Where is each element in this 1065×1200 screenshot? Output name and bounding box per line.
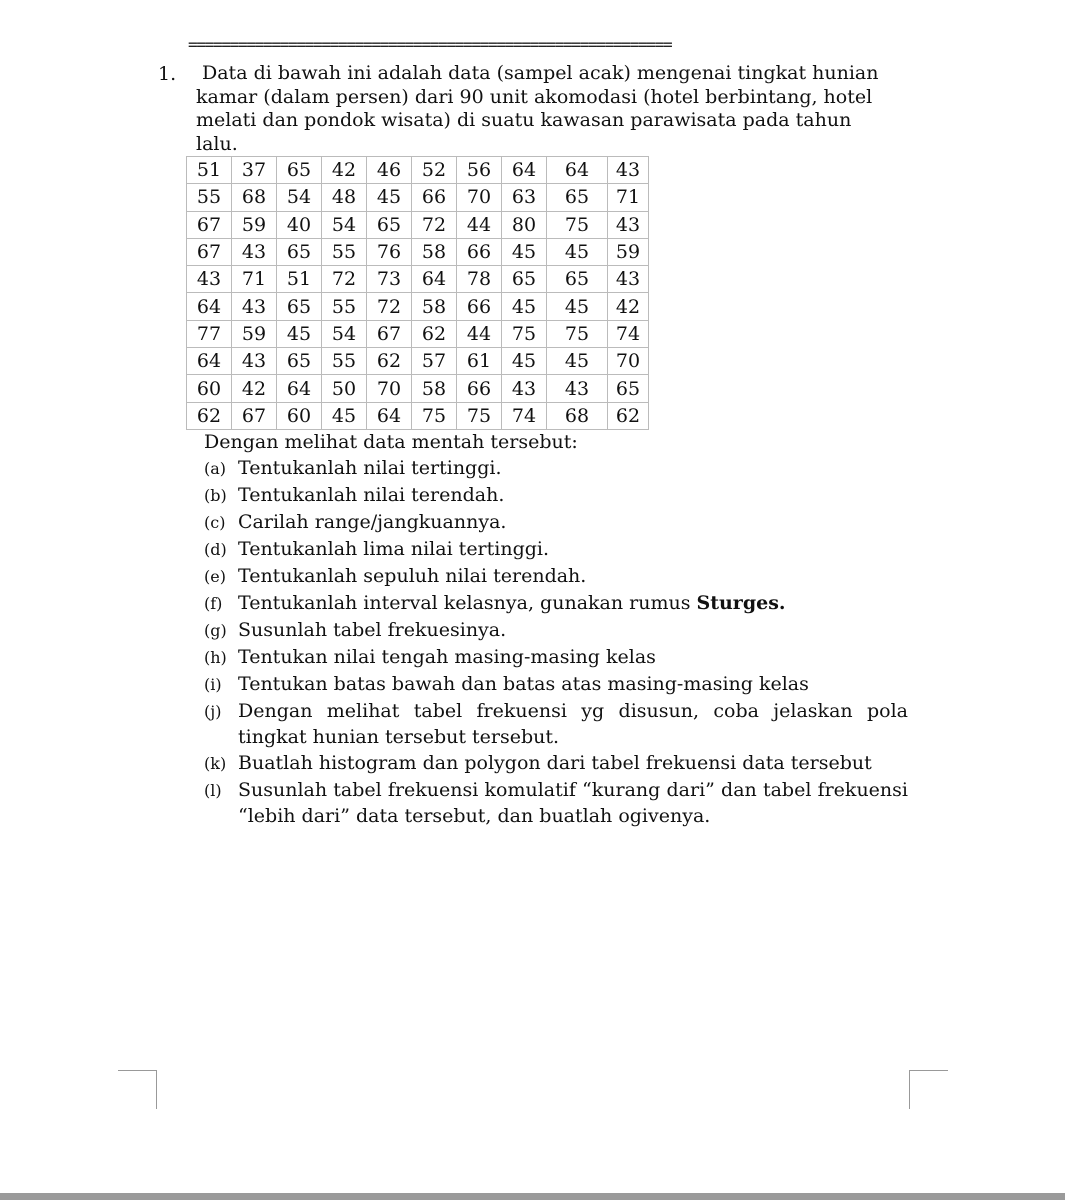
task-item-f bbox=[204, 590, 908, 617]
table-row bbox=[187, 211, 649, 238]
lead-text: Dengan melihat data mentah tersebut: bbox=[204, 431, 578, 453]
table-cell: 54 bbox=[322, 320, 367, 347]
table-cell: 68 bbox=[547, 402, 608, 429]
table-cell: 54 bbox=[277, 184, 322, 211]
table-cell: 45 bbox=[502, 293, 547, 320]
table-cell: 55 bbox=[187, 184, 232, 211]
table-cell: 64 bbox=[502, 157, 547, 184]
table-cell: 66 bbox=[412, 184, 457, 211]
task-text: Tentukanlah nilai terendah. bbox=[238, 484, 505, 506]
task-text-bold: Sturges. bbox=[696, 592, 786, 614]
task-text: Dengan melihat tabel frekuensi yg disusun, coba jelaskan pola tingkat hunian tersebut tersebut. bbox=[238, 700, 908, 748]
table-cell: 37 bbox=[232, 157, 277, 184]
table-cell: 45 bbox=[322, 402, 367, 429]
table-cell: 75 bbox=[502, 320, 547, 347]
table-cell: 71 bbox=[232, 266, 277, 293]
table-cell: 55 bbox=[322, 293, 367, 320]
table-cell: 75 bbox=[547, 320, 608, 347]
table-cell: 65 bbox=[367, 211, 412, 238]
table-cell: 43 bbox=[232, 293, 277, 320]
data-table bbox=[186, 156, 649, 430]
table-cell: 45 bbox=[502, 238, 547, 265]
table-cell: 58 bbox=[412, 238, 457, 265]
table-cell: 63 bbox=[502, 184, 547, 211]
table-cell: 64 bbox=[547, 157, 608, 184]
page-corner-mark-left bbox=[118, 1070, 157, 1109]
table-cell: 43 bbox=[502, 375, 547, 402]
table-row bbox=[187, 266, 649, 293]
table-cell: 44 bbox=[457, 320, 502, 347]
table-cell: 72 bbox=[322, 266, 367, 293]
table-cell: 56 bbox=[457, 157, 502, 184]
table-cell: 65 bbox=[277, 293, 322, 320]
task-label: (c) bbox=[204, 513, 226, 532]
table-cell: 62 bbox=[187, 402, 232, 429]
table-cell: 59 bbox=[232, 320, 277, 347]
table-cell: 43 bbox=[608, 211, 649, 238]
table-cell: 42 bbox=[608, 293, 649, 320]
table-row bbox=[187, 293, 649, 320]
table-cell: 43 bbox=[547, 375, 608, 402]
table-cell: 64 bbox=[367, 402, 412, 429]
table-cell: 45 bbox=[547, 293, 608, 320]
task-text: Tentukanlah sepuluh nilai terendah. bbox=[238, 565, 587, 587]
table-cell: 48 bbox=[322, 184, 367, 211]
table-cell: 64 bbox=[187, 348, 232, 375]
table-cell: 72 bbox=[412, 211, 457, 238]
table-cell: 73 bbox=[367, 266, 412, 293]
task-text: Carilah range/jangkuannya. bbox=[238, 511, 507, 533]
task-text: Tentukanlah nilai tertinggi. bbox=[238, 457, 502, 479]
table-cell: 62 bbox=[367, 348, 412, 375]
table-cell: 62 bbox=[608, 402, 649, 429]
table-cell: 72 bbox=[367, 293, 412, 320]
table-cell: 64 bbox=[412, 266, 457, 293]
task-label: (g) bbox=[204, 621, 227, 640]
task-label: (l) bbox=[204, 781, 222, 800]
table-cell: 68 bbox=[232, 184, 277, 211]
task-text: Tentukan nilai tengah masing-masing kelas bbox=[238, 646, 656, 668]
task-item-g bbox=[204, 617, 908, 644]
task-item-b bbox=[204, 482, 908, 509]
table-cell: 61 bbox=[457, 348, 502, 375]
table-cell: 54 bbox=[322, 211, 367, 238]
table-cell: 59 bbox=[608, 238, 649, 265]
table-cell: 40 bbox=[277, 211, 322, 238]
task-item-c bbox=[204, 509, 908, 536]
table-cell: 74 bbox=[608, 320, 649, 347]
table-cell: 65 bbox=[277, 157, 322, 184]
task-list bbox=[204, 455, 908, 829]
table-cell: 66 bbox=[457, 375, 502, 402]
table-cell: 52 bbox=[412, 157, 457, 184]
task-label: (e) bbox=[204, 567, 226, 586]
table-row bbox=[187, 402, 649, 429]
task-label: (b) bbox=[204, 486, 227, 505]
table-cell: 67 bbox=[367, 320, 412, 347]
table-cell: 51 bbox=[187, 157, 232, 184]
task-text: Tentukanlah lima nilai tertinggi. bbox=[238, 538, 550, 560]
table-cell: 42 bbox=[322, 157, 367, 184]
table-cell: 80 bbox=[502, 211, 547, 238]
table-cell: 70 bbox=[367, 375, 412, 402]
task-label: (d) bbox=[204, 540, 227, 559]
table-cell: 75 bbox=[457, 402, 502, 429]
table-cell: 65 bbox=[277, 348, 322, 375]
task-item-d bbox=[204, 536, 908, 563]
task-item-l bbox=[204, 777, 908, 829]
task-text-wrap bbox=[238, 590, 908, 617]
task-text: Susunlah tabel frekuesinya. bbox=[238, 619, 507, 641]
table-row bbox=[187, 320, 649, 347]
table-cell: 51 bbox=[277, 266, 322, 293]
table-cell: 77 bbox=[187, 320, 232, 347]
table-cell: 65 bbox=[547, 266, 608, 293]
table-cell: 64 bbox=[187, 293, 232, 320]
task-text: Buatlah histogram dan polygon dari tabel frekuensi data tersebut bbox=[238, 752, 872, 774]
table-cell: 60 bbox=[187, 375, 232, 402]
task-label: (j) bbox=[204, 702, 222, 721]
table-cell: 59 bbox=[232, 211, 277, 238]
table-row bbox=[187, 238, 649, 265]
task-item-k bbox=[204, 750, 908, 777]
table-cell: 75 bbox=[412, 402, 457, 429]
table-cell: 66 bbox=[457, 293, 502, 320]
table-cell: 58 bbox=[412, 293, 457, 320]
table-cell: 67 bbox=[187, 238, 232, 265]
table-cell: 58 bbox=[412, 375, 457, 402]
table-cell: 57 bbox=[412, 348, 457, 375]
table-cell: 65 bbox=[277, 238, 322, 265]
table-cell: 64 bbox=[277, 375, 322, 402]
table-row bbox=[187, 184, 649, 211]
bottom-scrollbar[interactable] bbox=[0, 1193, 1065, 1200]
table-cell: 45 bbox=[367, 184, 412, 211]
task-item-i bbox=[204, 671, 908, 698]
task-text: Tentukanlah interval kelasnya, gunakan rumus bbox=[238, 592, 697, 614]
table-cell: 65 bbox=[502, 266, 547, 293]
task-label: (i) bbox=[204, 675, 222, 694]
page-corner-mark-right bbox=[909, 1070, 948, 1109]
table-cell: 43 bbox=[608, 266, 649, 293]
table-cell: 75 bbox=[547, 211, 608, 238]
table-cell: 65 bbox=[547, 184, 608, 211]
table-cell: 55 bbox=[322, 348, 367, 375]
table-cell: 70 bbox=[608, 348, 649, 375]
table-cell: 43 bbox=[232, 238, 277, 265]
task-item-e bbox=[204, 563, 908, 590]
table-cell: 43 bbox=[187, 266, 232, 293]
task-item-j bbox=[204, 698, 908, 750]
table-cell: 66 bbox=[457, 238, 502, 265]
table-cell: 60 bbox=[277, 402, 322, 429]
table-cell: 45 bbox=[277, 320, 322, 347]
question-intro: Data di bawah ini adalah data (sampel acak) mengenai tingkat hunian kamar (dalam persen) dari 90 unit akomodasi (hotel berbintang, hotel melati dan pondok wisata) di suatu kawasan parawisata pada tahun lalu. bbox=[196, 62, 879, 155]
task-text: Susunlah tabel frekuensi komulatif “kurang dari” dan tabel frekuensi “lebih dari” data tersebut, dan buatlah ogivenya. bbox=[238, 779, 908, 827]
question-number: 1. bbox=[158, 63, 177, 85]
task-text: Tentukan batas bawah dan batas atas masing-masing kelas bbox=[238, 673, 809, 695]
table-cell: 65 bbox=[608, 375, 649, 402]
table-cell: 67 bbox=[232, 402, 277, 429]
task-label: (a) bbox=[204, 459, 227, 478]
task-label: (h) bbox=[204, 648, 227, 667]
table-cell: 71 bbox=[608, 184, 649, 211]
table-row bbox=[187, 348, 649, 375]
table-row bbox=[187, 375, 649, 402]
table-cell: 76 bbox=[367, 238, 412, 265]
table-cell: 70 bbox=[457, 184, 502, 211]
table-cell: 55 bbox=[322, 238, 367, 265]
task-item-a bbox=[204, 455, 908, 482]
table-cell: 45 bbox=[547, 348, 608, 375]
table-cell: 43 bbox=[608, 157, 649, 184]
table-cell: 78 bbox=[457, 266, 502, 293]
table-cell: 50 bbox=[322, 375, 367, 402]
table-cell: 42 bbox=[232, 375, 277, 402]
task-label: (f) bbox=[204, 594, 223, 613]
table-cell: 67 bbox=[187, 211, 232, 238]
separator-line: ========================================================== bbox=[188, 36, 672, 54]
table-cell: 45 bbox=[547, 238, 608, 265]
task-item-h bbox=[204, 644, 908, 671]
table-cell: 74 bbox=[502, 402, 547, 429]
task-label: (k) bbox=[204, 754, 227, 773]
table-cell: 44 bbox=[457, 211, 502, 238]
table-cell: 45 bbox=[502, 348, 547, 375]
table-cell: 62 bbox=[412, 320, 457, 347]
table-row bbox=[187, 157, 649, 184]
table-cell: 43 bbox=[232, 348, 277, 375]
table-cell: 46 bbox=[367, 157, 412, 184]
